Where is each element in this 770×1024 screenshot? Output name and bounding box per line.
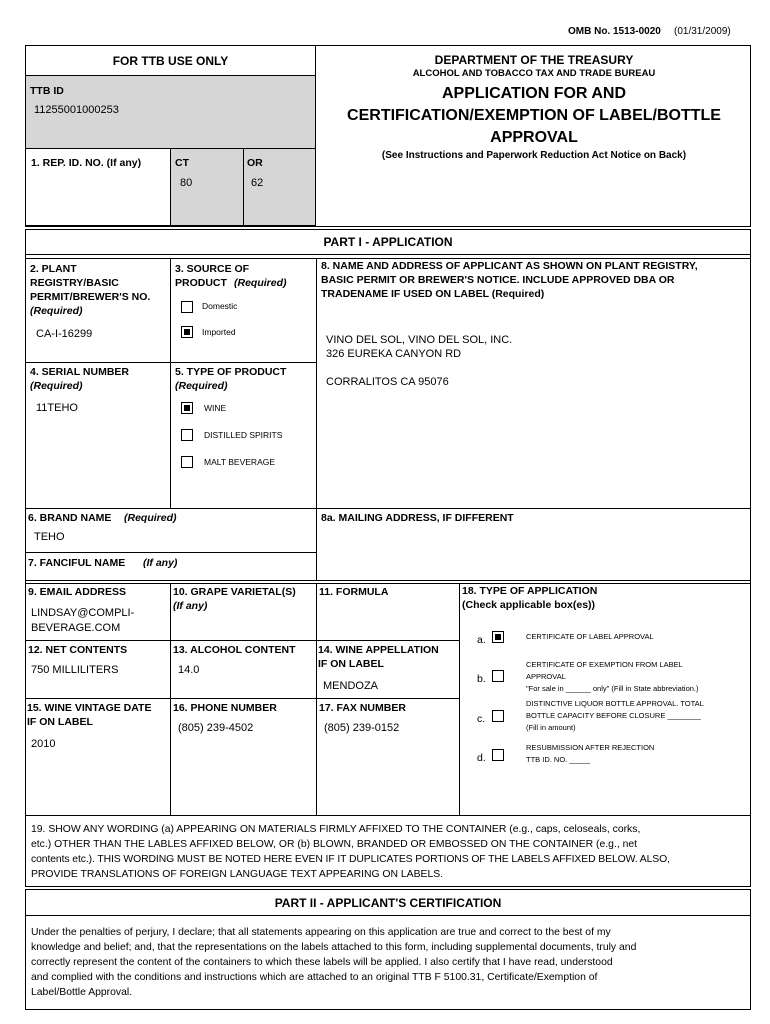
net-contents-value[interactable]: 750 MILLILITERS (31, 664, 119, 676)
option-a-text: CERTIFICATE OF LABEL APPROVAL (526, 632, 654, 641)
malt-beverage-label: MALT BEVERAGE (204, 457, 276, 467)
field2-value[interactable]: CA-I-16299 (36, 328, 93, 340)
ttb-id-label: TTB ID (30, 85, 64, 97)
applicant-city[interactable]: CORRALITOS CA 95076 (326, 376, 449, 388)
exemption-checkbox[interactable] (492, 670, 504, 682)
label-approval-checkbox[interactable] (492, 631, 504, 643)
field8-label-1: 8. NAME AND ADDRESS OF APPLICANT AS SHOWN ON PLANT REGISTRY, (321, 260, 698, 272)
field4-label: 4. SERIAL NUMBER (30, 366, 129, 378)
option-d-text-1: RESUBMISSION AFTER REJECTION (526, 743, 655, 752)
domestic-checkbox[interactable] (181, 301, 193, 313)
applicant-street[interactable]: 326 EUREKA CANYON RD (326, 348, 462, 360)
field10-label: 10. GRAPE VARIETAL(S) (173, 586, 296, 598)
field15-label-1: 15. WINE VINTAGE DATE (27, 702, 152, 714)
field19-line-4: PROVIDE TRANSLATIONS OF FOREIGN LANGUAGE TEXT APPEARING ON LABELS. (31, 869, 444, 880)
fax-value[interactable]: (805) 239-0152 (324, 722, 400, 734)
option-d-text-2: TTB ID. NO. _____ (526, 755, 591, 764)
phone-value[interactable]: (805) 239-4502 (178, 722, 254, 734)
field3-label-2: PRODUCT (175, 277, 227, 289)
field19-line-2: etc.) OTHER THAN THE LABLES AFFIXED BELOW, OR (b) BLOWN, BRANDED OR EMBOSSED ON THE CONTAINER (e.g., net (31, 839, 638, 850)
option-b-text-1: CERTIFICATE OF EXEMPTION FROM LABEL (526, 660, 683, 669)
applicant-name[interactable]: VINO DEL SOL, VINO DEL SOL, INC. (326, 334, 513, 346)
option-b-text-2: APPROVAL (526, 672, 566, 681)
ct-value: 80 (180, 177, 193, 189)
field5-label: 5. TYPE OF PRODUCT (175, 366, 287, 378)
or-label: OR (247, 157, 263, 169)
part2-title: PART II - APPLICANT'S CERTIFICATION (274, 896, 502, 910)
vintage-date-value[interactable]: 2010 (31, 738, 56, 750)
field7-optional: (If any) (143, 557, 178, 569)
field6-required: (Required) (124, 512, 177, 524)
field14-label-2: IF ON LABEL (318, 658, 384, 670)
option-c-text-3: (Fill in amount) (526, 723, 576, 732)
field3-label-1: 3. SOURCE OF (175, 263, 250, 275)
certification-line-5: Label/Bottle Approval. (31, 987, 133, 998)
field6-label: 6. BRAND NAME (28, 512, 112, 524)
certification-line-2: knowledge and belief; and, that the representations on the labels attached to this form, including supplemental documents, truly and (31, 942, 637, 953)
alcohol-content-value[interactable]: 14.0 (178, 664, 200, 676)
imported-label: Imported (202, 327, 236, 337)
field12-label: 12. NET CONTENTS (28, 644, 128, 656)
field2-label-3: PERMIT/BREWER'S NO. (30, 291, 151, 303)
form-title-3: APPROVAL (490, 129, 578, 146)
appellation-value[interactable]: MENDOZA (323, 680, 378, 692)
domestic-label: Domestic (202, 301, 238, 311)
field11-label: 11. FORMULA (319, 586, 389, 598)
dept-name: DEPARTMENT OF THE TREASURY (434, 53, 634, 67)
brand-name-value[interactable]: TEHO (34, 531, 65, 543)
field2-label-1: 2. PLANT (30, 263, 77, 275)
form-title-2: CERTIFICATION/EXEMPTION OF LABEL/BOTTLE (347, 107, 721, 124)
field5-required: (Required) (175, 380, 228, 392)
field18-label-2: (Check applicable box(es)) (462, 599, 596, 611)
field16-label: 16. PHONE NUMBER (173, 702, 277, 714)
option-a-letter: a. (477, 634, 486, 646)
option-c-text-1: DISTINCTIVE LIQUOR BOTTLE APPROVAL. TOTAL (526, 699, 704, 708)
resubmission-checkbox[interactable] (492, 749, 504, 761)
wine-label: WINE (204, 403, 227, 413)
field8-label-2: BASIC PERMIT OR BREWER'S NOTICE. INCLUDE APPROVED DBA OR (321, 274, 675, 286)
ct-label: CT (175, 157, 189, 169)
ttb-id-value: 11255001000253 (34, 104, 119, 116)
field19-line-1: 19. SHOW ANY WORDING (a) APPEARING ON MATERIALS FIRMLY AFFIXED TO THE CONTAINER (e.g., caps, celoseals, corks, (31, 824, 641, 835)
field19-line-3: contents etc.). THIS WORDING MUST BE NOTED HERE EVEN IF IT DUPLICATES PORTIONS OF THE LABELS AFFIXED BELOW. ALSO, (31, 854, 670, 865)
certification-line-1: Under the penalties of perjury, I declare; that all statements appearing on this application are true and correct to the best of my (31, 927, 611, 938)
field17-label: 17. FAX NUMBER (319, 702, 406, 714)
field8a-label: 8a. MAILING ADDRESS, IF DIFFERENT (321, 512, 514, 524)
rep-id-label: 1. REP. ID. NO. (If any) (31, 157, 142, 169)
email-value-1[interactable]: LINDSAY@COMPLI- (31, 607, 135, 619)
field4-required: (Required) (30, 380, 83, 392)
distilled-spirits-label: DISTILLED SPIRITS (204, 430, 283, 440)
wine-checkbox[interactable] (181, 402, 193, 414)
omb-number: OMB No. 1513-0020 (568, 26, 661, 37)
part1-title: PART I - APPLICATION (323, 235, 453, 249)
option-b-text-3: "For sale in ______ only" (Fill in State abbreviation.) (526, 684, 699, 693)
field7-label: 7. FANCIFUL NAME (28, 557, 126, 569)
or-value: 62 (251, 177, 264, 189)
field2-required: (Required) (30, 305, 83, 317)
email-value-2[interactable]: BEVERAGE.COM (31, 622, 121, 634)
field3-required: (Required) (234, 277, 287, 289)
serial-number-value[interactable]: 11TEHO (36, 402, 78, 414)
field9-label: 9. EMAIL ADDRESS (28, 586, 127, 598)
distinctive-bottle-checkbox[interactable] (492, 710, 504, 722)
imported-checkbox[interactable] (181, 326, 193, 338)
malt-beverage-checkbox[interactable] (181, 456, 193, 468)
field13-label: 13. ALCOHOL CONTENT (173, 644, 296, 656)
form-subtitle: (See Instructions and Paperwork Reduction Act Notice on Back) (381, 150, 687, 161)
option-d-letter: d. (477, 752, 486, 764)
distilled-spirits-checkbox[interactable] (181, 429, 193, 441)
field8-label-3: TRADENAME IF USED ON LABEL (Required) (321, 288, 545, 300)
field10-optional: (If any) (173, 600, 208, 612)
option-c-letter: c. (477, 713, 486, 725)
field15-label-2: IF ON LABEL (27, 716, 93, 728)
option-b-letter: b. (477, 673, 486, 685)
field18-label-1: 18. TYPE OF APPLICATION (462, 585, 598, 597)
omb-date: (01/31/2009) (674, 26, 731, 37)
field2-label-2: REGISTRY/BASIC (30, 277, 119, 289)
bureau-name: ALCOHOL AND TOBACCO TAX AND TRADE BUREAU (412, 68, 656, 79)
certification-line-4: and complied with the conditions and instructions which are attached to an original TTB F 5100.31, Certificate/Exemption of (31, 972, 598, 983)
form-title-1: APPLICATION FOR AND (442, 85, 626, 102)
certification-line-3: correctly represent the content of the containers to which these labels will be applied. I also certify that I have read, understood (31, 957, 613, 968)
option-c-text-2: BOTTLE CAPACITY BEFORE CLOSURE ________ (526, 711, 701, 720)
field14-label-1: 14. WINE APPELLATION (318, 644, 439, 656)
ttb-use-title: FOR TTB USE ONLY (112, 54, 229, 68)
